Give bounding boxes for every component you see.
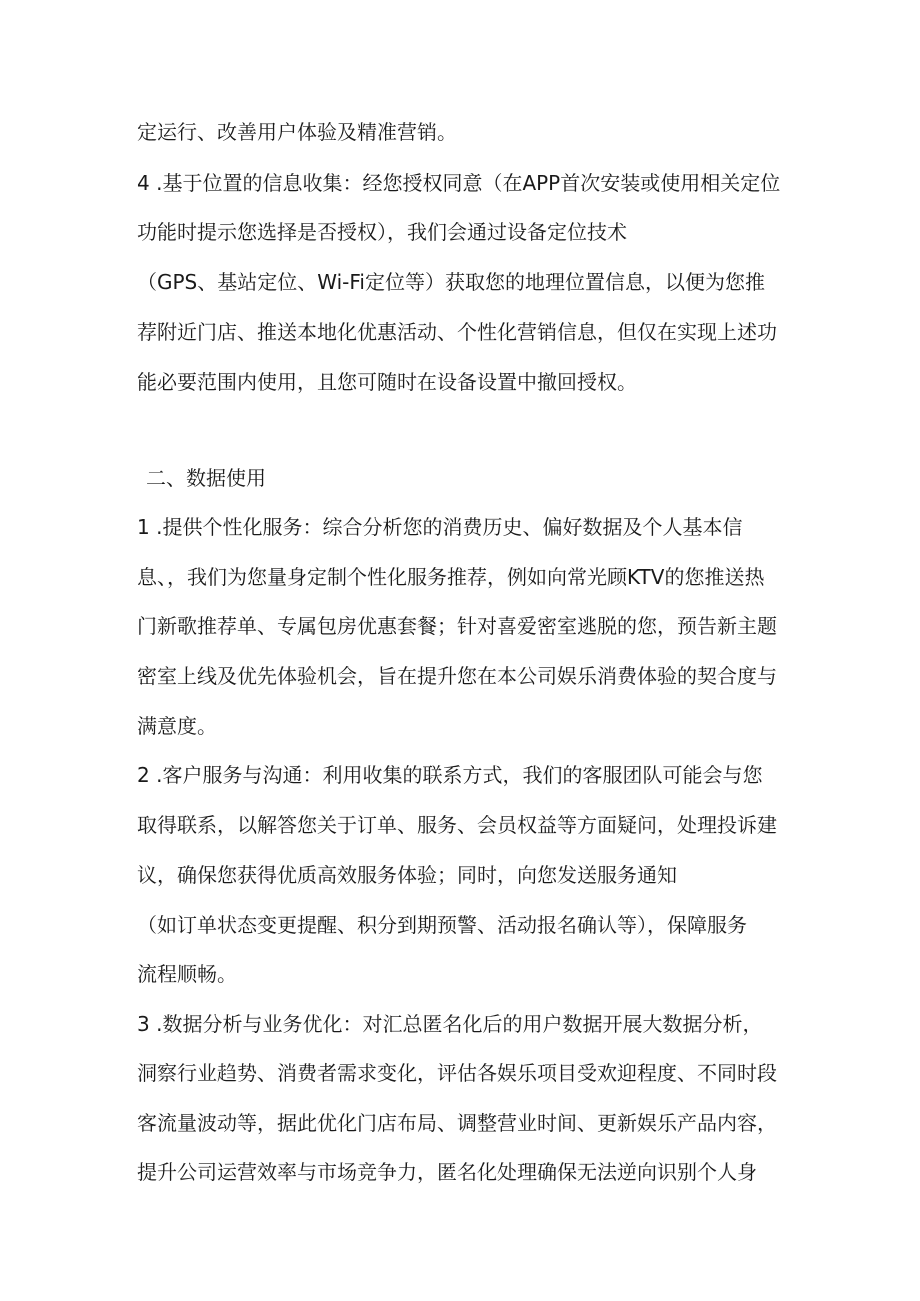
text-line-15: 议，确保您获得优质高效服务体验；同时，向您发送服务通知	[137, 863, 677, 887]
text-line-16: （如订单状态变更提醒、积分到期预警、活动报名确认等），保障服务	[137, 913, 747, 937]
text-line-21: 提升公司运营效率与市场竞争力，匿名化处理确保无法逆向识别个人身	[137, 1160, 757, 1184]
text-line-10: 门新歌推荐单、专属包房优惠套餐；针对喜爱密室逃脱的您，预告新主题	[137, 614, 777, 638]
text-line-8: 1 .提供个性化服务：综合分析您的消费历史、偏好数据及个人基本信	[137, 515, 743, 539]
text-line-6: 能必要范围内使用，且您可随时在设备设置中撤回授权。	[137, 370, 637, 394]
text-line-2: 4 .基于位置的信息收集：经您授权同意（在APP首次安装或使用相关定位	[137, 171, 781, 195]
text-line-17: 流程顺畅。	[137, 962, 237, 986]
text-line-9: 息、，我们为您量身定制个性化服务推荐，例如向常光顾KTV的您推送热	[137, 565, 765, 589]
text-line-14: 取得联系，以解答您关于订单、服务、会员权益等方面疑问，处理投诉建	[137, 813, 777, 837]
text-line-1: 定运行、改善用户体验及精准营销。	[137, 120, 457, 144]
text-line-3: 功能时提示您选择是否授权），我们会通过设备定位技术	[137, 220, 627, 244]
section-heading-data-use: 二、数据使用	[146, 466, 266, 490]
text-line-4: （GPS、基站定位、Wi-Fi定位等）获取您的地理位置信息，以便为您推	[137, 270, 765, 294]
text-line-5: 荐附近门店、推送本地化优惠活动、个性化营销信息，但仅在实现上述功	[137, 320, 777, 344]
text-line-11: 密室上线及优先体验机会，旨在提升您在本公司娱乐消费体验的契合度与	[137, 664, 777, 688]
text-line-13: 2 .客户服务与沟通：利用收集的联系方式，我们的客服团队可能会与您	[137, 763, 763, 787]
text-line-19: 洞察行业趋势、消费者需求变化，评估各娱乐项目受欢迎程度、不同时段	[137, 1061, 777, 1085]
text-line-12: 满意度。	[137, 714, 217, 738]
text-line-20: 客流量波动等，据此优化门店布局、调整营业时间、更新娱乐产品内容，	[137, 1111, 777, 1135]
text-line-18: 3 .数据分析与业务优化：对汇总匿名化后的用户数据开展大数据分析，	[137, 1012, 763, 1036]
